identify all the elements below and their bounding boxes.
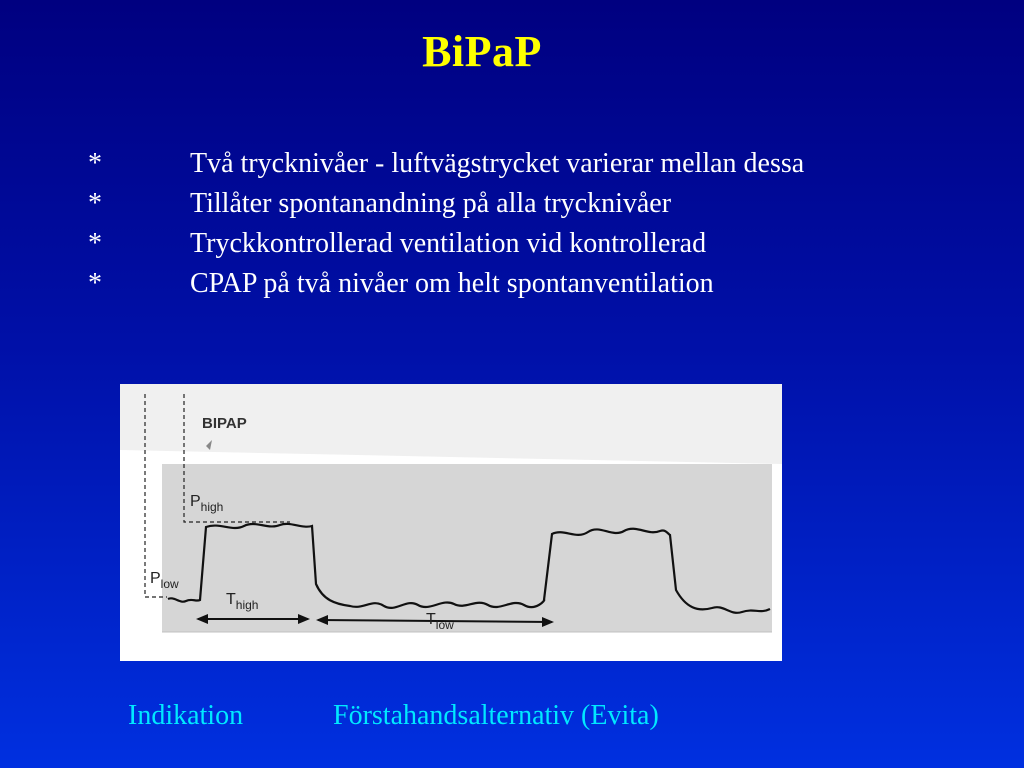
bullet-marker: * [88,148,102,179]
t-high-letter: T [226,591,236,608]
t-high-subscript: high [235,598,259,612]
bullet-item [88,144,988,184]
slide-title: BiPaP [422,27,542,76]
t-low-letter: T [426,611,436,628]
bullet-item [88,184,988,224]
bullet-text: Tryckkontrollerad ventilation vid kontrollerad [190,228,707,259]
bullet-marker: * [88,268,102,299]
p-high-subscript: high [200,500,224,514]
bullet-marker: * [88,188,102,219]
bullet-item [88,264,988,304]
p-low-subscript: low [160,577,179,591]
figure-heading: BIPAP [202,415,247,432]
bullet-list [88,144,988,304]
bullet-text: Två trycknivåer - luftvägstrycket varierar mellan dessa [190,148,805,179]
t-low-subscript: low [435,618,454,632]
bullet-text: Tillåter spontanandning på alla trycknivåer [190,188,672,219]
bullet-item [88,224,988,264]
indication-label: Indikation [128,700,244,731]
bullet-marker: * [88,228,102,259]
bullet-text: CPAP på två nivåer om helt spontanventilation [190,268,714,299]
p-high-letter: P [190,493,201,510]
pressure-waveform-diagram [120,384,782,661]
p-low-letter: P [150,570,161,587]
indication-value: Förstahandsalternativ (Evita) [333,700,659,731]
bipap-pressure-figure [120,384,782,661]
